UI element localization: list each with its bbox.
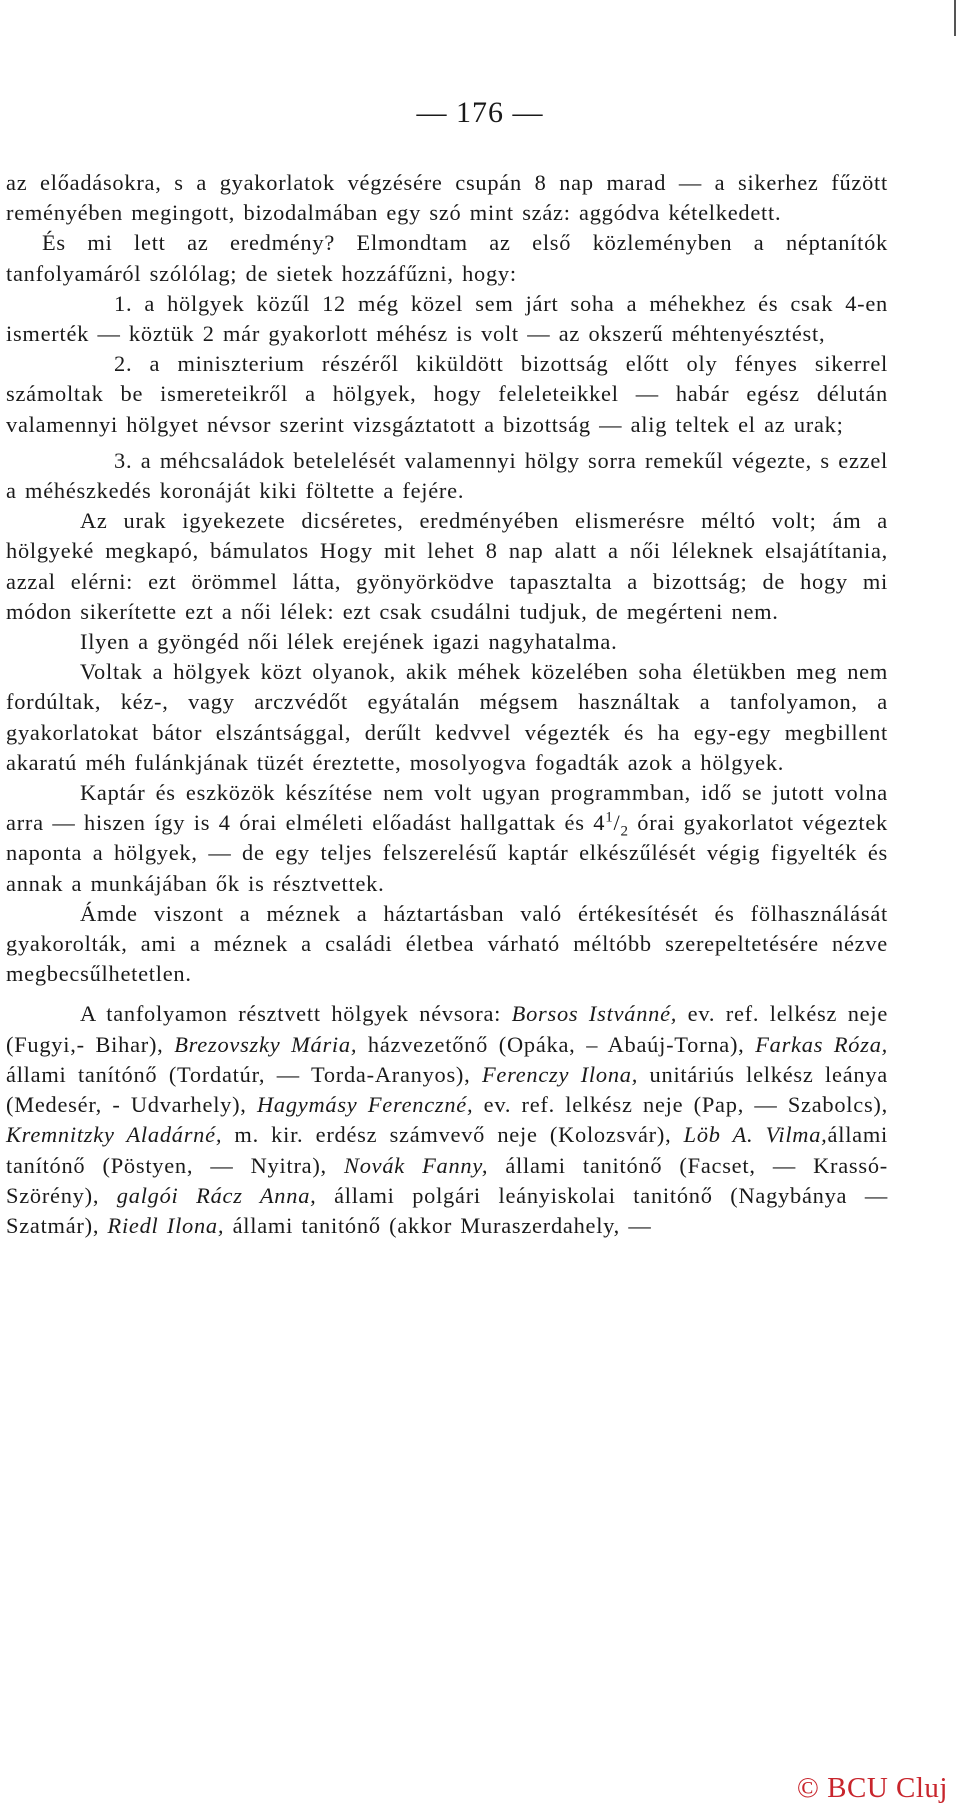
text-run: 1. a hölgyek közűl 12 még közel sem járt soha a méhekhez és csak 4-en ismerték — köztük 2 már gyakorlott méhész is volt — az okszerű méhtenyésztést,	[6, 290, 888, 347]
name-italic: Borsos Istvánné,	[511, 1001, 678, 1027]
text-run: állami tanitónő (akkor Muraszerdahely, —	[224, 1212, 652, 1238]
paragraph-p9	[6, 778, 888, 899]
text-run: Kaptár és eszközök készítése nem volt ugyan programmban, idő se jutott volna arra — hiszen így is 4 órai elméleti előadást hallgattak és 4	[6, 780, 888, 836]
fraction-part: 2	[620, 823, 629, 840]
text-run: 2. a miniszterium részéről kiküldött bizottság előtt oly fényes sikerrel számoltak be ismereteikről a hölgyek, hogy feleleteikkel — habár egész délután valamennyi hölgyet névsor szerint vizsgáztatott a bizottság — alig teltek el az urak;	[6, 351, 888, 437]
name-italic: Farkas Róza,	[755, 1031, 888, 1057]
text-run: Ámde viszont a méznek a háztartásban való értékesítését és fölhasználását gyakorolták, ami a méznek a családi életbea várható méltóbb szerepeltetésére nézve megbecsűlhetetlen.	[6, 900, 888, 987]
paragraph-p4	[6, 349, 888, 440]
text-run: unitáriús lelkész leánya (Medesér, - Udvarhely),	[6, 1061, 888, 1118]
text-run: És mi lett az eredmény? Elmondtam az első közleményben a néptanítók tanfolyamáról szólólag; de sietek hozzáfűzni, hogy:	[6, 230, 888, 286]
text-run: házvezetőnő (Opáka, – Abaúj-Torna),	[357, 1031, 756, 1057]
text-run: Az urak igyekezete dicséretes, eredményében elismerésre méltó volt; ám a hölgyeké megkapó, bámulatos Hogy mit lehet 8 nap alatt a női léleknek elsajátítania, azzal elérni: ezt örömmel látta, gyönyörködve tapasztalta a bizottság; de hogy mi módon sikerítette ezt a női lélek: ezt csak csudálni tudjuk, de megérteni nem.	[6, 508, 888, 624]
paragraph-p2	[6, 228, 888, 288]
text-run: állami polgári leányiskolai tanitónő (Nagybánya — Szatmár),	[6, 1182, 888, 1238]
paragraph-p3	[6, 289, 888, 349]
text-run: állami tanítónő (Tordatúr, — Torda-Aranyos),	[6, 1061, 482, 1087]
paragraph-p8	[6, 657, 888, 778]
name-italic: Kremnitzky Aladárné,	[6, 1122, 223, 1148]
text-run: ev. ref. lelkész neje (Fugyi,- Bihar),	[6, 1001, 889, 1057]
body-text	[6, 168, 888, 1241]
text-run: állami tanítónő (Pöstyen, — Nyitra),	[6, 1122, 888, 1178]
paragraph-p6	[6, 506, 888, 627]
text-run: 3. a méhcsaládok betelelését valamennyi hölgy sorra remekűl végezte, s ezzel a méhészkedés koronáját kiki föltette a fejére.	[6, 447, 888, 504]
text-run: /	[613, 810, 621, 836]
text-run: az előadásokra, s a gyakorlatok végzésére csupán 8 nap marad — a sikerhez fűzött reményében megingott, bizodalmában egy szó mint száz: aggódva kételkedett.	[6, 170, 888, 226]
paragraph-p10	[6, 899, 888, 990]
name-italic: Hagymásy Ferenczné,	[256, 1092, 474, 1118]
paragraph-p5	[6, 446, 888, 506]
text-run: állami tanitónő (Facset, — Krassó-Szörény),	[6, 1152, 888, 1208]
paragraph-p7	[6, 627, 888, 657]
paragraph-p11	[6, 999, 888, 1241]
text-run: órai gyakorlatot végeztek naponta a hölgyek, — de egy teljes felszerelésű kaptár elkészűlését végig figyelték és annak a munkájában ők is résztvettek.	[6, 810, 888, 896]
name-italic: Riedl Ilona,	[107, 1212, 225, 1238]
text-run: A tanfolyamon résztvett hölgyek névsora:	[80, 1001, 512, 1027]
name-italic: Brezovszky Mária,	[174, 1031, 358, 1057]
name-italic: Ferenczy Ilona,	[481, 1061, 639, 1087]
library-watermark: © BCU Cluj	[796, 1772, 948, 1804]
name-italic: Löb A. Vilma,	[683, 1122, 828, 1148]
page-number: — 176 —	[416, 96, 544, 129]
text-run: m. kir. erdész számvevő neje (Kolozsvár),	[222, 1122, 684, 1148]
paragraph-p1	[6, 168, 888, 228]
text-run: Voltak a hölgyek közt olyanok, akik méhek közelében soha életükben meg nem fordúltak, kéz-, vagy arczvédőt egyátalán mégsem használtak a tanfolyamon, a gyakorlatokat bátor elszántsággal, derűlt kedvvel végezték és ha egy-egy megbillent akaratú méh fulánkjának tüzét éreztette, mosolyogva fogadták azok a hölgyek.	[6, 659, 888, 775]
text-run: ev. ref. lelkész neje (Pap, — Szabolcs),	[473, 1092, 888, 1118]
text-run: Ilyen a gyöngéd női lélek erejének igazi nagyhatalma.	[80, 629, 618, 655]
name-italic: Novák Fanny,	[344, 1152, 489, 1178]
page-edge-mark	[954, 0, 956, 36]
name-italic: galgói Rácz Anna,	[116, 1182, 317, 1208]
fraction-part: 1	[605, 809, 614, 826]
